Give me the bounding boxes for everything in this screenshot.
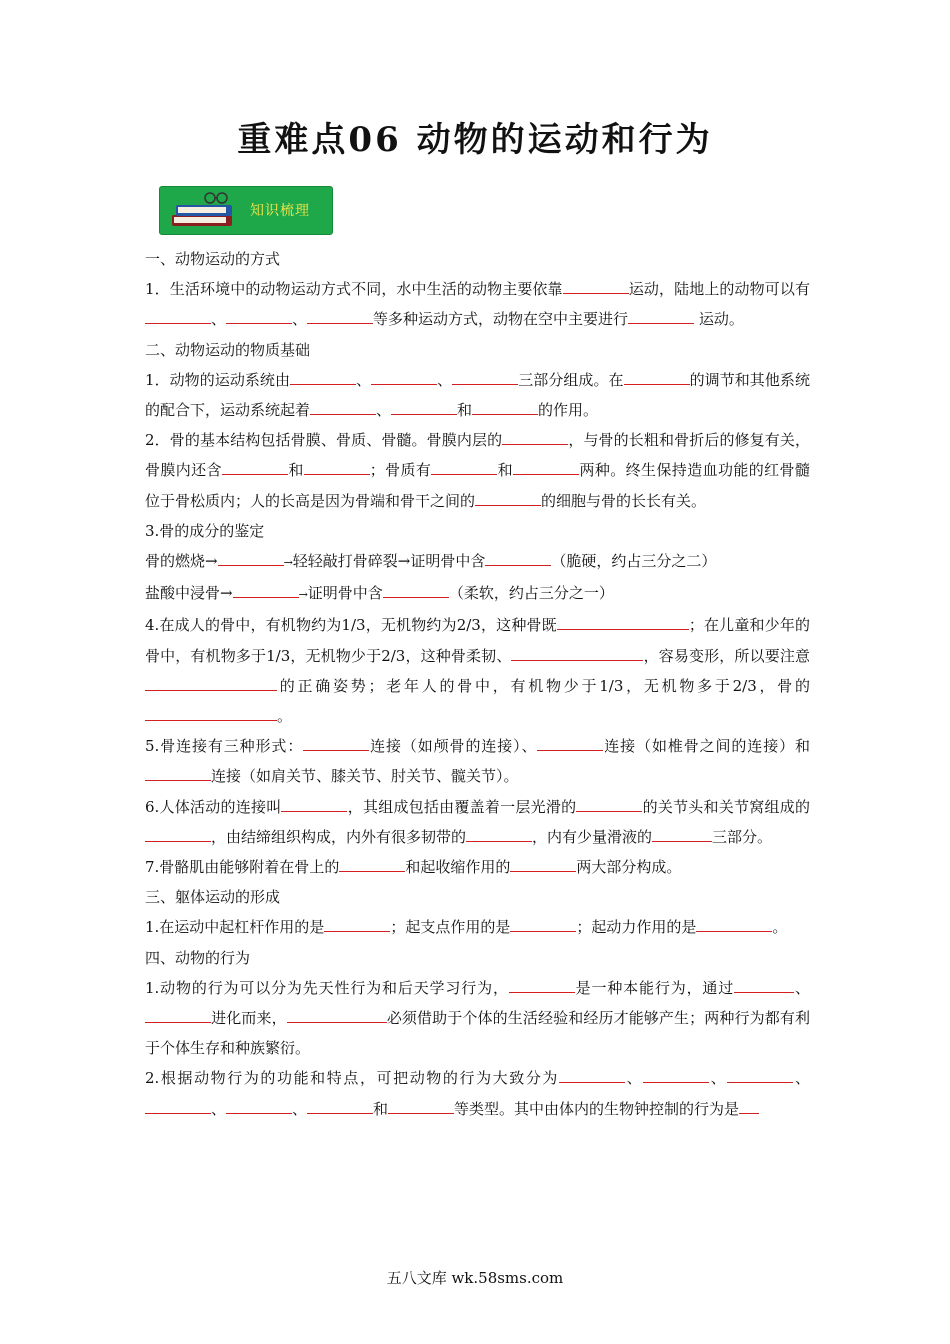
subheading: 3.骨的成分的鉴定 xyxy=(145,521,265,540)
text-run: ，内有少量滑液的 xyxy=(532,827,653,846)
answer-blank[interactable] xyxy=(226,308,292,325)
answer-blank[interactable] xyxy=(475,489,541,506)
text-run: 两种。终生保持造血功能的红骨髓位于骨松质内；人的长高是因为骨端和骨干之间的 xyxy=(145,461,810,510)
text-run: 。 xyxy=(772,918,788,937)
text-run: 三部分。 xyxy=(712,827,773,846)
answer-blank[interactable] xyxy=(307,308,373,325)
answer-blank[interactable] xyxy=(557,614,689,631)
text-run: 连接（如肩关节、膝关节、肘关节、髋关节）。 xyxy=(211,767,519,786)
paragraph xyxy=(145,731,810,791)
text-run: ，由结缔组织构成，内外有很多韧带的 xyxy=(211,827,467,846)
paragraph xyxy=(145,365,810,425)
text-run: 两大部分构成。 xyxy=(576,858,682,877)
answer-blank[interactable] xyxy=(485,549,551,566)
text-run: 进化而来， xyxy=(211,1009,287,1028)
answer-blank[interactable] xyxy=(310,398,376,415)
text-run: ；起动力作用的是 xyxy=(576,918,697,937)
answer-blank[interactable] xyxy=(466,825,532,842)
answer-blank[interactable] xyxy=(290,368,356,385)
text-run: 的正确姿势；老年人的骨中，有机物少于1/3，无机物多于2/3，骨的 xyxy=(277,676,810,695)
text-run: ，其组成包括由覆盖着一层光滑的 xyxy=(347,797,577,816)
text-run: 的细胞与骨的长长有关。 xyxy=(541,491,707,510)
text-run: 运动，陆地上的动物可以有 xyxy=(628,280,810,299)
answer-blank[interactable] xyxy=(145,308,211,325)
text-run: ，与骨的长粗和骨折后的修复有关，骨膜内还含 xyxy=(145,431,810,480)
answer-blank[interactable] xyxy=(692,825,712,842)
section-heading: 四、动物的行为 xyxy=(145,948,251,967)
text-run: 。 xyxy=(277,707,293,726)
text-run: 6.人体活动的连接叫 xyxy=(145,797,282,816)
text-run: 和 xyxy=(457,401,473,420)
answer-blank[interactable] xyxy=(510,855,576,872)
text-run: 等类型。其中由体内的生物钟控制的行为是 xyxy=(454,1099,740,1118)
answer-blank[interactable] xyxy=(734,976,774,993)
text-run: 运动。 xyxy=(698,310,744,329)
text-run: 和 xyxy=(373,1099,389,1118)
answer-blank[interactable] xyxy=(339,855,405,872)
answer-blank[interactable] xyxy=(576,795,642,812)
answer-blank[interactable] xyxy=(218,549,284,566)
text-run: 、 xyxy=(437,370,453,389)
answer-blank[interactable] xyxy=(226,1097,292,1114)
answer-blank[interactable] xyxy=(652,825,692,842)
text-run: 、 xyxy=(625,1069,644,1088)
text-run: 2．骨的基本结构包括骨膜、骨质、骨髓。骨膜内层的 xyxy=(145,431,503,450)
paragraph xyxy=(145,610,810,731)
text-run: 5.骨连接有三种形式： xyxy=(145,737,304,756)
answer-blank[interactable] xyxy=(643,1067,709,1084)
answer-blank[interactable] xyxy=(287,1006,387,1023)
paragraph xyxy=(145,1063,810,1123)
text-run: 和 xyxy=(497,461,514,480)
answer-blank[interactable] xyxy=(391,398,457,415)
text-run: ；起支点作用的是 xyxy=(390,918,511,937)
text-run: 7.骨骼肌由能够附着在骨上的 xyxy=(145,858,340,877)
text-run: 和起收缩作用的 xyxy=(405,858,511,877)
answer-blank[interactable] xyxy=(307,1097,373,1114)
answer-blank[interactable] xyxy=(145,704,277,721)
text-run: 证明骨中含 xyxy=(307,584,383,603)
text-run: 2.根据动物行为的功能和特点，可把动物的行为大致分为 xyxy=(145,1069,560,1088)
text-run: 的作用。 xyxy=(538,401,599,420)
text-run: 必须借助于个体的生活经验和经历才能够产生；两种行为都有利于个体生存和种族繁衍。 xyxy=(145,1009,810,1058)
knowledge-badge xyxy=(159,186,333,235)
badge-label: 知识梳理 xyxy=(250,203,310,219)
answer-blank[interactable] xyxy=(696,916,762,933)
paragraph xyxy=(145,578,810,610)
text-run: ，容易变形，所以要注意 xyxy=(643,646,810,665)
text-run: （柔软，约占三分之一） xyxy=(448,584,614,603)
answer-blank[interactable] xyxy=(145,825,211,842)
answer-blank[interactable] xyxy=(502,428,568,445)
answer-blank[interactable] xyxy=(145,1097,211,1114)
document-body xyxy=(145,244,810,1124)
text-run: 等多种运动方式，动物在空中主要进行 xyxy=(373,310,629,329)
paragraph xyxy=(145,274,810,334)
text-run: 、 xyxy=(211,1099,227,1118)
answer-blank[interactable] xyxy=(509,976,575,993)
answer-blank[interactable] xyxy=(388,1097,454,1114)
answer-blank[interactable] xyxy=(222,459,288,476)
text-run: 盐酸中浸骨→ xyxy=(145,584,233,603)
text-run: 4.在成人的骨中，有机物约为1/3，无机物约为2/3，这种骨既 xyxy=(145,616,557,635)
section-heading: 三、躯体运动的形成 xyxy=(145,888,281,907)
text-run: 1．动物的运动系统由 xyxy=(145,370,291,389)
text-run: 1.在运动中起杠杆作用的是 xyxy=(145,918,325,937)
text-run: 轻轻敲打骨碎裂→证明骨中含 xyxy=(292,552,486,571)
answer-blank[interactable] xyxy=(624,368,690,385)
answer-blank[interactable] xyxy=(537,735,603,752)
answer-blank[interactable] xyxy=(452,368,518,385)
text-run: 、 xyxy=(709,1069,728,1088)
answer-blank[interactable] xyxy=(431,459,497,476)
footer-watermark: 五八文库 wk.58sms.com xyxy=(386,1269,564,1287)
text-run: → xyxy=(283,556,293,570)
answer-blank[interactable] xyxy=(304,459,370,476)
answer-blank[interactable] xyxy=(559,1067,625,1084)
answer-blank[interactable] xyxy=(510,916,576,933)
answer-blank[interactable] xyxy=(383,581,449,598)
text-run: 连接（如颅骨的连接）、 xyxy=(369,737,538,756)
answer-blank[interactable] xyxy=(303,735,369,752)
text-run: 是一种本能行为，通过 xyxy=(574,978,735,997)
answer-blank[interactable] xyxy=(145,674,277,691)
answer-blank[interactable] xyxy=(233,581,299,598)
text-run: 、 xyxy=(292,310,308,329)
text-run: 连接（如椎骨之间的连接）和 xyxy=(603,737,810,756)
paragraph xyxy=(145,425,810,516)
books-icon xyxy=(166,189,246,231)
answer-blank[interactable] xyxy=(739,1097,759,1114)
text-run: 、 xyxy=(292,1099,308,1118)
text-run: （脆硬，约占三分之二） xyxy=(551,552,717,571)
answer-blank[interactable] xyxy=(324,916,390,933)
answer-blank[interactable] xyxy=(145,765,211,782)
text-run: 、 xyxy=(356,370,372,389)
text-run: 1.动物的行为可以分为先天性行为和后天学习行为， xyxy=(145,978,509,997)
answer-blank[interactable] xyxy=(511,644,643,661)
paragraph xyxy=(145,852,810,882)
text-run: 的调节和其他系统的配合下，运动系统起着 xyxy=(145,370,810,420)
answer-blank[interactable] xyxy=(281,795,347,812)
text-run: ；在儿童和少年的骨中，有机物多于1/3，无机物少于2/3，这种骨柔韧、 xyxy=(145,616,810,665)
paragraph xyxy=(145,792,810,852)
section-heading: 一、动物运动的方式 xyxy=(145,250,281,268)
answer-blank[interactable] xyxy=(727,1067,793,1084)
answer-blank[interactable] xyxy=(472,398,538,415)
text-run: 、 xyxy=(793,1069,810,1088)
section-heading: 二、动物运动的物质基础 xyxy=(145,340,311,359)
text-run: 、 xyxy=(794,978,810,997)
answer-blank[interactable] xyxy=(563,277,629,294)
paragraph xyxy=(145,546,810,578)
text-run: 的关节头和关节窝组成的 xyxy=(642,797,810,816)
answer-blank[interactable] xyxy=(762,916,772,933)
paragraph xyxy=(145,973,810,1064)
text-run: ；骨质有 xyxy=(369,461,432,480)
answer-blank[interactable] xyxy=(145,1006,211,1023)
text-run: 、 xyxy=(376,401,392,420)
answer-blank[interactable] xyxy=(774,976,794,993)
text-run: → xyxy=(298,588,308,602)
paragraph xyxy=(145,912,810,942)
text-run: 三部分组成。在 xyxy=(518,370,624,389)
page-title: 重难点06 动物的运动和行为 xyxy=(237,120,713,160)
text-run: 、 xyxy=(211,310,227,329)
answer-blank[interactable] xyxy=(371,368,437,385)
answer-blank[interactable] xyxy=(513,459,579,476)
answer-blank[interactable] xyxy=(628,308,694,325)
text-run: 骨的燃烧→ xyxy=(145,552,218,571)
text-run: 1．生活环境中的动物运动方式不同，水中生活的动物主要依靠 xyxy=(145,280,563,299)
text-run: 和 xyxy=(287,461,304,480)
